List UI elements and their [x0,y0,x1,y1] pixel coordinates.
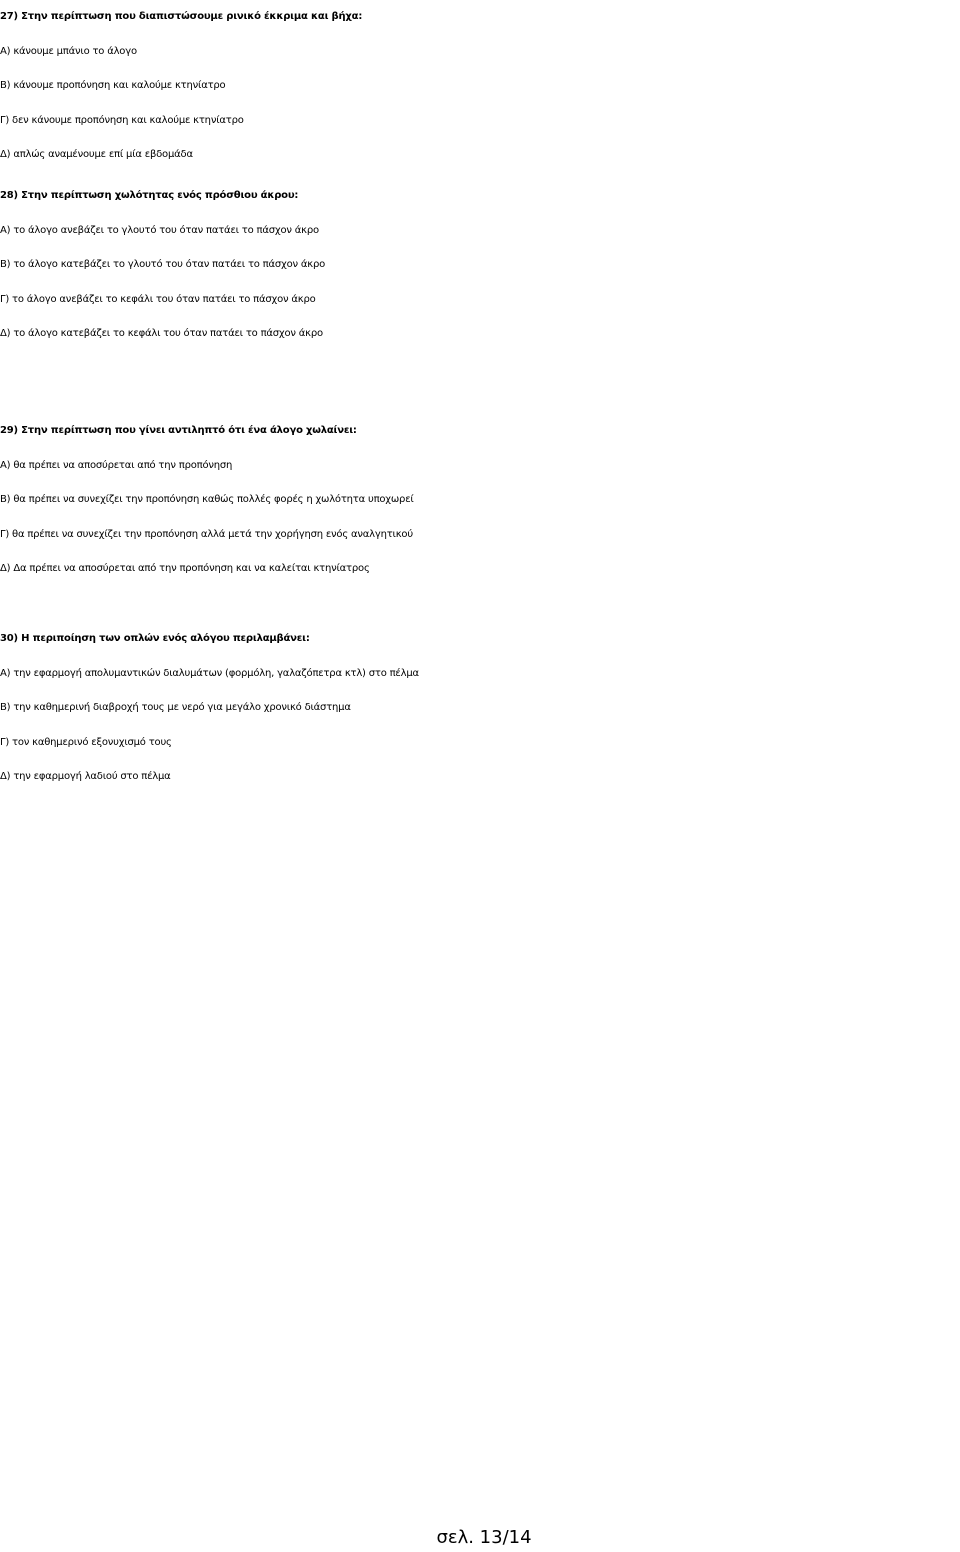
option-c: Γ) δεν κάνουμε προπόνηση και καλούμε κτηνίατρο [0,114,244,126]
page-number: σελ. 13/14 [436,1527,532,1548]
option-b: Β) την καθημερινή διαβροχή τους με νερό για μεγάλο χρονικό διάστημα [0,702,351,713]
option-b: Β) το άλογο κατεβάζει το γλουτό του όταν πατάει το πάσχον άκρο [0,259,326,270]
option-b: Β) θα πρέπει να συνεχίζει την προπόνηση καθώς πολλές φορές η χωλότητα υποχωρεί [0,494,414,505]
option-a: Α) την εφαρμογή απολυμαντικών διαλυμάτων (φορμόλη, γαλαζόπετρα κτλ) στο πέλμα [0,667,419,679]
option-c: Γ) τον καθημερινό εξονυχισμό τους [0,736,172,748]
option-a: Α) θα πρέπει να αποσύρεται από την προπόνηση [0,459,233,471]
option-a: Α) κάνουμε μπάνιο το άλογο [0,45,137,57]
option-d: Δ) Δα πρέπει να αποσύρεται από την προπόνηση και να καλείται κτηνίατρος [0,563,370,574]
option-c: Γ) το άλογο ανεβάζει το κεφάλι του όταν πατάει το πάσχον άκρο [0,293,316,305]
question-29 [0,414,960,587]
question-title: 30) Η περιποίηση των οπλών ενός αλόγου περιλαμβάνει: [0,633,310,644]
option-d: Δ) την εφαρμογή λαδιού στο πέλμα [0,771,171,782]
question-title: 29) Στην περίπτωση που γίνει αντιληπτό ότι ένα άλογο χωλαίνει: [0,425,357,436]
option-d: Δ) απλώς αναμένουμε επί μία εβδομάδα [0,149,193,160]
question-30 [0,622,960,795]
question-title: 28) Στην περίπτωση χωλότητας ενός πρόσθιου άκρου: [0,190,299,201]
option-c: Γ) θα πρέπει να συνεχίζει την προπόνηση αλλά μετά την χορήγηση ενός αναλγητικού [0,528,413,540]
question-28 [0,179,960,352]
option-b: Β) κάνουμε προπόνηση και καλούμε κτηνίατρο [0,80,226,91]
question-title: 27) Στην περίπτωση που διαπιστώσουμε ρινικό έκκριμα και βήχα: [0,11,363,22]
option-d: Δ) το άλογο κατεβάζει το κεφάλι του όταν πατάει το πάσχον άκρο [0,328,323,339]
option-a: Α) το άλογο ανεβάζει το γλουτό του όταν πατάει το πάσχον άκρο [0,224,319,236]
question-27 [0,0,960,173]
page-footer [0,1524,960,1552]
